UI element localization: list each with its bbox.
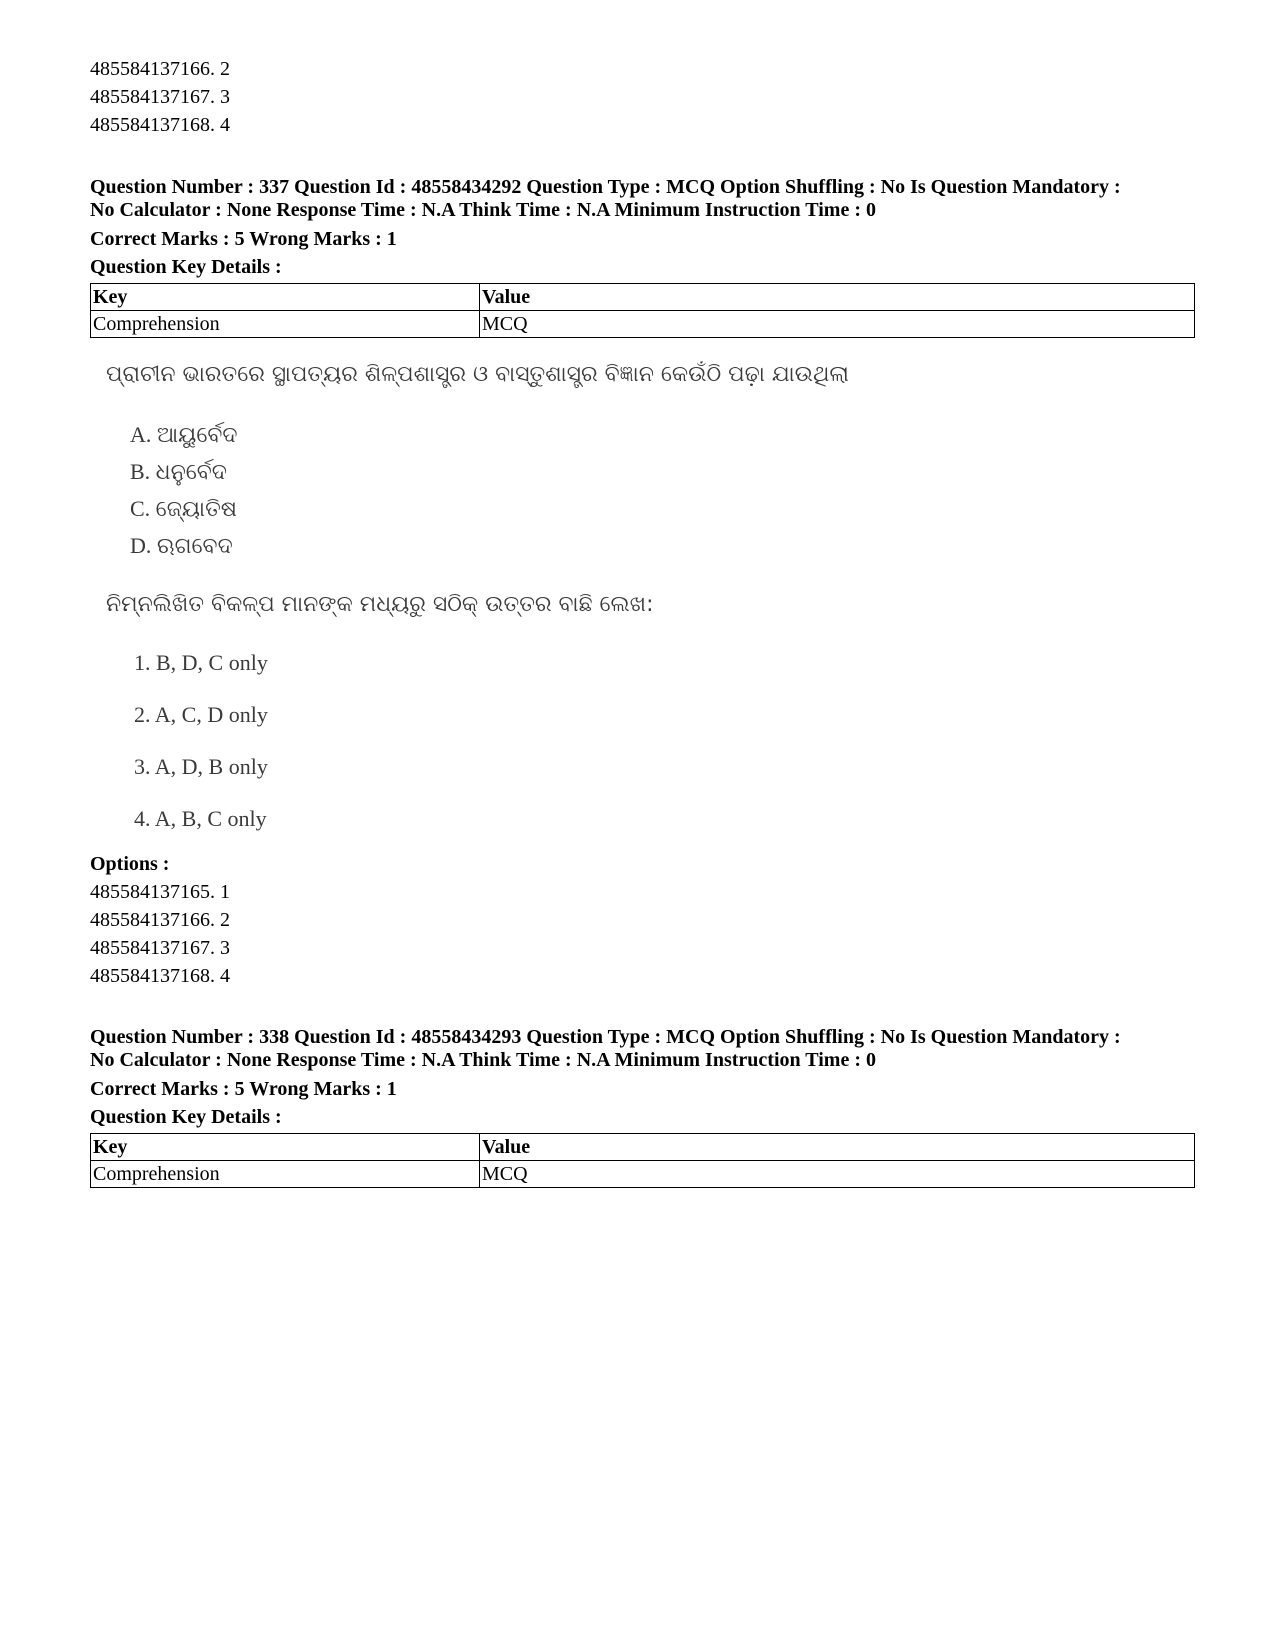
question-337-options-label: Options : <box>90 853 170 875</box>
option-line: 485584137168. 4 <box>90 965 230 987</box>
choice-item: 1. B, D, C only <box>134 650 268 675</box>
option-line: 485584137165. 1 <box>90 881 230 903</box>
table-cell-value: MCQ <box>480 1161 1195 1188</box>
question-337-key-table <box>90 283 1195 338</box>
list-item: C. ଜ୍ୟୋତିଷ <box>130 496 237 521</box>
question-337-marks: Correct Marks : 5 Wrong Marks : 1 <box>90 228 397 250</box>
question-header-line: No Calculator : None Response Time : N.A Think Time : N.A Minimum Instruction Time : 0 <box>90 199 876 221</box>
question-338-key-details-label: Question Key Details : <box>90 1106 282 1128</box>
option-line: 485584137168. 4 <box>90 114 230 136</box>
table-header-key: Key <box>91 284 480 311</box>
table-header-value: Value <box>480 284 1195 311</box>
option-line: 485584137166. 2 <box>90 58 230 80</box>
list-item: A. ଆୟୁର୍ବେଦ <box>130 422 238 447</box>
question-337-image <box>90 360 1195 390</box>
option-line: 485584137167. 3 <box>90 937 230 959</box>
option-line: 485584137166. 2 <box>90 909 230 931</box>
list-item: B. ଧନୁର୍ବେଦ <box>130 459 227 484</box>
question-header-line: No Calculator : None Response Time : N.A Think Time : N.A Minimum Instruction Time : 0 <box>90 1049 876 1071</box>
table-cell-value: MCQ <box>480 311 1195 338</box>
choice-item: 2. A, C, D only <box>134 702 268 727</box>
question-337-instruction-block <box>90 590 1195 620</box>
table-row <box>91 311 1195 338</box>
question-337-header <box>90 176 1195 222</box>
question-337-options <box>90 878 1195 990</box>
choice-item: 3. A, D, B only <box>134 754 268 779</box>
question-stem: ପ୍ରାଚୀନ ଭାରତରେ ସ୍ଥାପତ୍ୟର ଶିଳ୍ପଶାସ୍ତ୍ର ଓ ବାସ୍ତୁଶାସ୍ତ୍ର ବିଜ୍ଞାନ କେଉଁଠି ପଢ଼ା ଯାଉଥିଲା <box>106 362 849 387</box>
previous-question-options <box>90 55 1195 139</box>
question-instruction: ନିମ୍ନଲିଖିତ ବିକଳ୍ପ ମାନଙ୍କ ମଧ୍ୟରୁ ସଠିକ୍ ଉତ୍ତର ବାଛି ଲେଖ: <box>106 592 654 617</box>
question-338-header <box>90 1026 1195 1072</box>
question-338-key-table <box>90 1133 1195 1188</box>
table-header-key: Key <box>91 1134 480 1161</box>
table-row <box>91 1161 1195 1188</box>
table-cell-key: Comprehension <box>91 311 480 338</box>
question-337-key-details-label: Question Key Details : <box>90 256 282 278</box>
table-header-row <box>91 1134 1195 1161</box>
choice-item: 4. A, B, C only <box>134 806 267 831</box>
question-338-marks: Correct Marks : 5 Wrong Marks : 1 <box>90 1078 397 1100</box>
option-line: 485584137167. 3 <box>90 86 230 108</box>
question-header-line: Question Number : 337 Question Id : 48558434292 Question Type : MCQ Option Shuffling : No Is Question Mandatory : <box>90 176 1121 198</box>
table-header-value: Value <box>480 1134 1195 1161</box>
table-header-row <box>91 284 1195 311</box>
table-cell-key: Comprehension <box>91 1161 480 1188</box>
question-header-line: Question Number : 338 Question Id : 48558434293 Question Type : MCQ Option Shuffling : No Is Question Mandatory : <box>90 1026 1121 1048</box>
list-item: D. ଋଗବେଦ <box>130 533 233 558</box>
